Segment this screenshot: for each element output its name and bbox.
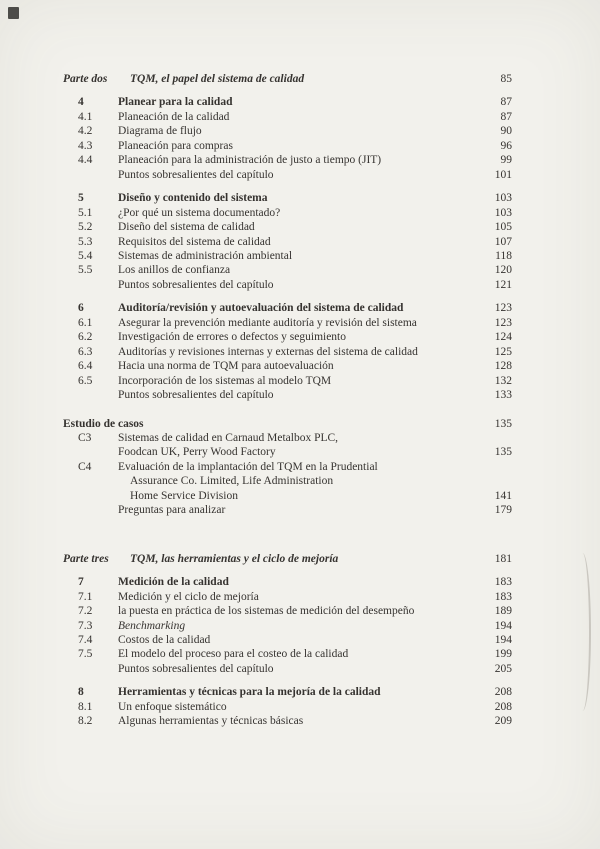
- entry-page: 208: [494, 700, 512, 713]
- entry-page: 101: [494, 168, 512, 181]
- toc-row: [0, 700, 600, 714]
- entry-title: Medición de la calidad: [118, 576, 229, 589]
- toc-row: [0, 685, 600, 699]
- entry-title: Diseño y contenido del sistema: [118, 192, 268, 205]
- entry-number: 5.4: [78, 249, 93, 262]
- entry-page: 141: [494, 489, 512, 502]
- entry-page: 125: [494, 345, 512, 358]
- entry-page: 123: [494, 302, 512, 315]
- entry-page: 183: [494, 590, 512, 603]
- toc-row: [0, 604, 600, 618]
- entry-page: 194: [494, 619, 512, 632]
- entry-page: 135: [494, 446, 512, 459]
- toc-row: [0, 345, 600, 359]
- toc-row: [0, 191, 600, 205]
- toc-row: [0, 220, 600, 234]
- entry-number: 5.1: [78, 206, 93, 219]
- entry-page: 103: [494, 192, 512, 205]
- entry-number: 5.2: [78, 221, 93, 234]
- entry-number: 8.2: [78, 715, 93, 728]
- entry-page: 179: [494, 504, 512, 517]
- entry-number: C3: [78, 431, 92, 444]
- entry-title: Puntos sobresalientes del capítulo: [118, 662, 274, 675]
- toc-row: [0, 278, 600, 292]
- entry-page: 90: [500, 125, 512, 138]
- toc-row: [0, 330, 600, 344]
- entry-title: Planeación para compras: [118, 139, 233, 152]
- entry-number: 5.3: [78, 235, 93, 248]
- toc-row: [0, 474, 600, 488]
- toc-row: [0, 235, 600, 249]
- toc-row: [0, 662, 600, 676]
- toc-row: [0, 552, 600, 566]
- entry-number: 5: [78, 192, 84, 205]
- entry-number: 8.1: [78, 700, 93, 713]
- entry-page: 209: [494, 715, 512, 728]
- entry-page: 87: [500, 110, 512, 123]
- entry-number: 4.4: [78, 154, 93, 167]
- entry-page: 123: [494, 316, 512, 329]
- entry-title: Medición y el ciclo de mejoría: [118, 590, 259, 603]
- entry-title: Foodcan UK, Perry Wood Factory: [118, 446, 276, 459]
- entry-title: Herramientas y técnicas para la mejoría de la calidad: [118, 686, 381, 699]
- entry-number: 4.1: [78, 110, 93, 123]
- entry-page: 120: [494, 264, 512, 277]
- toc-row: [0, 359, 600, 373]
- entry-number: 7.1: [78, 590, 93, 603]
- entry-title: Planeación para la administración de justo a tiempo (JIT): [118, 154, 382, 167]
- entry-page: 133: [494, 389, 512, 402]
- entry-number: 7.5: [78, 648, 93, 661]
- entry-number: 6.5: [78, 374, 93, 387]
- toc-row: [0, 489, 600, 503]
- entry-page: 183: [494, 576, 512, 589]
- entry-page: 189: [494, 605, 512, 618]
- entry-title: Puntos sobresalientes del capítulo: [118, 168, 274, 181]
- entry-number: 4.2: [78, 125, 93, 138]
- entry-title: Auditoría/revisión y autoevaluación del sistema de calidad: [118, 302, 404, 315]
- entry-page: 205: [494, 662, 512, 675]
- entry-number: Parte dos: [63, 73, 108, 85]
- toc-row: [0, 206, 600, 220]
- entry-title: Asegurar la prevención mediante auditoría y revisión del sistema: [118, 316, 417, 329]
- entry-number: 4: [78, 96, 84, 109]
- entry-page: 105: [494, 221, 512, 234]
- toc-row: [0, 95, 600, 109]
- toc-row: [0, 153, 600, 167]
- entry-page: 96: [500, 139, 512, 152]
- toc-row: [0, 503, 600, 517]
- toc-row: [0, 388, 600, 402]
- entry-title: Un enfoque sistemático: [118, 700, 227, 713]
- toc-row: [0, 590, 600, 604]
- entry-page: 199: [494, 648, 512, 661]
- entry-number: 7.2: [78, 605, 93, 618]
- entry-number: 6.3: [78, 345, 93, 358]
- entry-page: 103: [494, 206, 512, 219]
- entry-number: 5.5: [78, 264, 93, 277]
- entry-page: 135: [494, 417, 512, 430]
- entry-number: 6.1: [78, 316, 93, 329]
- toc-row: [0, 301, 600, 315]
- entry-title: Preguntas para analizar: [118, 504, 226, 517]
- toc-row: [0, 316, 600, 330]
- toc-row: [0, 249, 600, 263]
- entry-title: Sistemas de calidad en Carnaud Metalbox PLC,: [118, 431, 339, 444]
- entry-number: C4: [78, 460, 92, 473]
- entry-title: Evaluación de la implantación del TQM en la Prudential: [118, 460, 378, 473]
- entry-number: 6.4: [78, 360, 93, 373]
- entry-title: Home Service Division: [130, 489, 238, 502]
- toc-row: [0, 619, 600, 633]
- entry-number: 8: [78, 686, 84, 699]
- entry-number: 6.2: [78, 331, 93, 344]
- toc-list: [0, 72, 600, 729]
- entry-title: Incorporación de los sistemas al modelo TQM: [118, 374, 332, 387]
- entry-title: Algunas herramientas y técnicas básicas: [118, 715, 304, 728]
- entry-title: Los anillos de confianza: [118, 264, 231, 277]
- toc-row: [0, 110, 600, 124]
- toc-row: [0, 714, 600, 728]
- entry-title: Benchmarking: [118, 619, 186, 632]
- entry-title: ¿Por qué un sistema documentado?: [118, 206, 281, 219]
- entry-page: 118: [495, 249, 512, 262]
- entry-title: Diseño del sistema de calidad: [118, 221, 255, 234]
- entry-page: 99: [500, 154, 512, 167]
- entry-page: 208: [494, 686, 512, 699]
- entry-page: 87: [500, 96, 512, 109]
- entry-number: 7.4: [78, 633, 93, 646]
- entry-title: Auditorías y revisiones internas y externas del sistema de calidad: [118, 345, 418, 358]
- entry-title: Planear para la calidad: [118, 96, 233, 109]
- entry-title: Hacia una norma de TQM para autoevaluación: [118, 360, 334, 373]
- entry-page: 181: [494, 552, 512, 565]
- entry-number: 6: [78, 302, 84, 315]
- entry-number: 7: [78, 576, 84, 589]
- toc-row: [0, 460, 600, 474]
- toc-row: [0, 417, 600, 431]
- toc-row: [0, 647, 600, 661]
- toc-row: [0, 374, 600, 388]
- entry-title: Costos de la calidad: [118, 633, 211, 646]
- entry-title: Assurance Co. Limited, Life Administration: [130, 475, 334, 488]
- entry-page: 121: [494, 278, 512, 291]
- toc-row: [0, 72, 600, 86]
- entry-page: 194: [494, 633, 512, 646]
- entry-page: 128: [494, 360, 512, 373]
- entry-page: 124: [494, 331, 512, 344]
- toc-row: [0, 124, 600, 138]
- toc-row: [0, 139, 600, 153]
- toc-row: [0, 633, 600, 647]
- toc-row: [0, 168, 600, 182]
- entry-title: TQM, el papel del sistema de calidad: [130, 73, 305, 85]
- entry-title: Puntos sobresalientes del capítulo: [118, 389, 274, 402]
- entry-page: 107: [494, 235, 512, 248]
- entry-number: 7.3: [78, 619, 93, 632]
- entry-page: 132: [494, 374, 512, 387]
- toc-row: [0, 431, 600, 445]
- entry-title: Diagrama de flujo: [118, 125, 202, 138]
- entry-title: Requisitos del sistema de calidad: [118, 235, 271, 248]
- toc-row: [0, 263, 600, 277]
- scan-corner-mark: [8, 7, 19, 19]
- toc-row: [0, 445, 600, 459]
- toc-row: [0, 575, 600, 589]
- entry-title: Sistemas de administración ambiental: [118, 249, 293, 262]
- entry-title: Estudio de casos: [63, 417, 144, 430]
- entry-title: Investigación de errores o defectos y seguimiento: [118, 331, 347, 344]
- entry-title: Planeación de la calidad: [118, 110, 230, 123]
- entry-title: El modelo del proceso para el costeo de la calidad: [118, 648, 349, 661]
- entry-number: Parte tres: [63, 552, 109, 565]
- entry-number: 4.3: [78, 139, 93, 152]
- entry-title: TQM, las herramientas y el ciclo de mejoría: [130, 552, 339, 565]
- entry-title: la puesta en práctica de los sistemas de medición del desempeño: [118, 605, 415, 618]
- entry-title: Puntos sobresalientes del capítulo: [118, 278, 274, 291]
- entry-page: 85: [500, 73, 512, 85]
